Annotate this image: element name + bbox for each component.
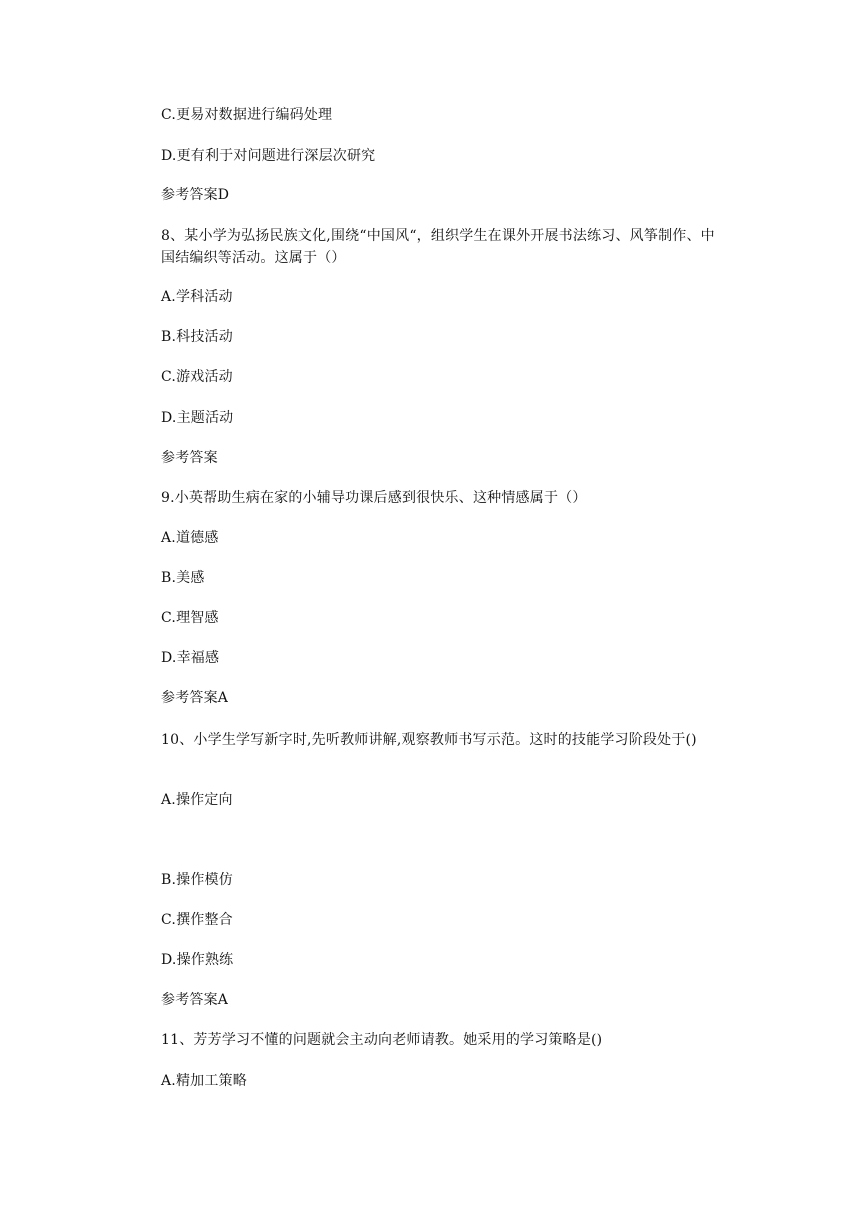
option-d-q8: D.主题活动 xyxy=(161,410,234,426)
option-c-q8: C.游戏活动 xyxy=(161,369,233,385)
option-b-q9: B.美感 xyxy=(161,570,205,586)
answer-q7: 参考答案D xyxy=(161,187,230,203)
question-11: 11、芳芳学习不懂的问题就会主动向老师请教。她采用的学习策略是() xyxy=(161,1032,603,1048)
option-b-q10: B.操作模仿 xyxy=(161,872,233,888)
option-a-q10: A.操作定向 xyxy=(161,792,233,808)
option-d-q10: D.操作熟练 xyxy=(161,952,234,968)
option-d-q7: D.更有利于对问题进行深层次研究 xyxy=(161,148,376,164)
option-b-q8: B.科技活动 xyxy=(161,329,233,345)
option-d-q9: D.幸福感 xyxy=(161,650,220,666)
question-9: 9.小英帮助生病在家的小辅导功课后感到很快乐、这种情感属于（） xyxy=(161,490,587,506)
question-8: 8、某小学为弘扬民族文化,围绕“中国风“，组织学生在课外开展书法练习、风筝制作、中国结编织等活动。这属于（） xyxy=(161,228,715,266)
answer-q8: 参考答案 xyxy=(161,450,218,466)
option-c-q7: C.更易对数据进行编码处理 xyxy=(161,107,333,123)
option-c-q10: C.撰作整合 xyxy=(161,912,233,928)
question-10: 10、小学生学写新字时,先听教师讲解,观察教师书写示范。这时的技能学习阶段处于() xyxy=(161,732,697,748)
option-c-q9: C.理智感 xyxy=(161,610,219,626)
option-a-q8: A.学科活动 xyxy=(161,289,233,305)
option-a-q9: A.道德感 xyxy=(161,530,219,546)
answer-q9: 参考答案A xyxy=(161,690,229,706)
option-a-q11: A.精加工策略 xyxy=(161,1073,247,1089)
answer-q10: 参考答案A xyxy=(161,992,229,1008)
